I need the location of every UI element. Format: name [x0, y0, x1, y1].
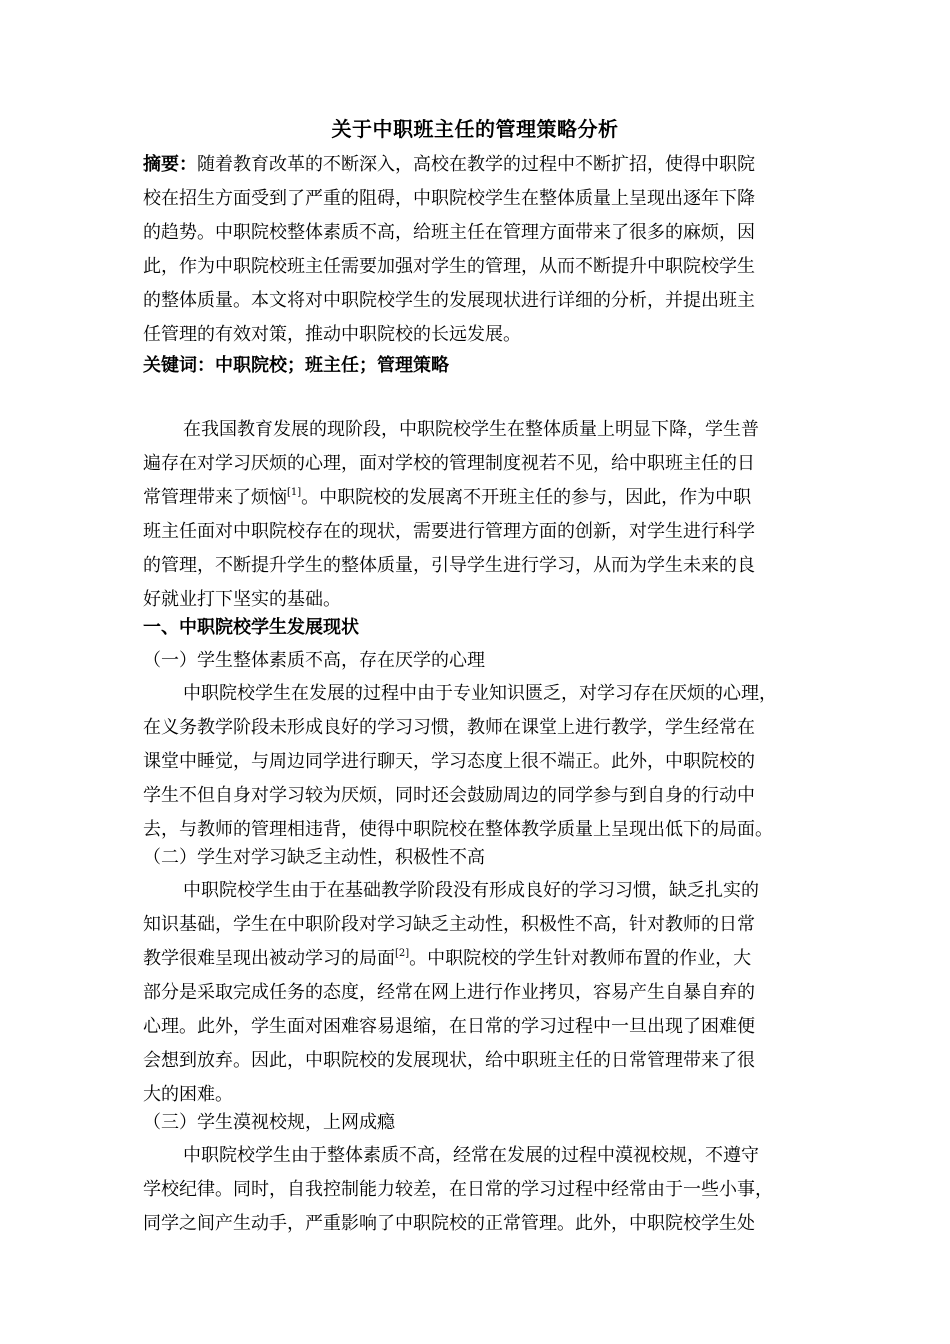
intro-line-3b: 。中职院校的发展离不开班主任的参与，因此，作为中职: [301, 487, 752, 508]
sub2-line-3b: 。中职院校的学生针对教师布置的作业，大: [409, 948, 752, 969]
intro-line-1: 在我国教育发展的现阶段，中职院校学生在整体质量上明显下降，学生普: [183, 419, 759, 440]
sub1-line-2: 在义务教学阶段未形成良好的学习习惯，教师在课堂上进行教学，学生经常在: [143, 717, 755, 738]
abstract-label: 摘要：: [143, 154, 197, 175]
sub2-line-2: 知识基础，学生在中职阶段对学习缺乏主动性，积极性不高，针对教师的日常: [143, 914, 755, 935]
abstract-line-3: 的趋势。中职院校整体素质不高，给班主任在管理方面带来了很多的麻烦，因: [143, 222, 755, 243]
sub3-line-2: 学校纪律。同时，自我控制能力较差，在日常的学习过程中经常由于一些小事，: [143, 1179, 773, 1200]
sub1-line-3: 课堂中睡觉，与周边同学进行聊天，学习态度上很不端正。此外，中职院校的: [143, 751, 755, 772]
keywords: 关键词：中职院校；班主任；管理策略: [143, 355, 449, 376]
sub2-line-7: 大的困难。: [143, 1084, 233, 1105]
intro-line-6: 好就业打下坚实的基础。: [143, 589, 341, 610]
abstract-line-2: 校在招生方面受到了严重的阻碍，中职院校学生在整体质量上呈现出逐年下降: [143, 188, 755, 209]
sub2-line-1: 中职院校学生由于在基础教学阶段没有形成良好的学习习惯，缺乏扎实的: [183, 880, 759, 901]
abstract-line-4: 此，作为中职院校班主任需要加强对学生的管理，从而不断提升中职院校学生: [143, 256, 755, 277]
sub2-line-3: [143, 946, 751, 972]
abstract-line-5: 的整体质量。本文将对中职院校学生的发展现状进行详细的分析，并提出班主: [143, 290, 755, 311]
sub3-line-1: 中职院校学生由于整体素质不高，经常在发展的过程中漠视校规，不遵守: [183, 1145, 759, 1166]
sub2-line-4: 部分是采取完成任务的态度，经常在网上进行作业拷贝，容易产生自暴自弃的: [143, 982, 755, 1003]
intro-line-3a: 常管理带来了烦恼: [143, 487, 287, 508]
document-title: 关于中职班主任的管理策略分析: [331, 117, 619, 141]
abstract-line-1: [143, 152, 755, 178]
subsection-1-heading: （一）学生整体素质不高，存在厌学的心理: [143, 650, 485, 671]
intro-line-5: 的管理，不断提升学生的整体质量，引导学生进行学习，从而为学生未来的良: [143, 555, 755, 576]
section-1-heading: 一、中职院校学生发展现状: [143, 617, 359, 638]
abstract-line-6: 任管理的有效对策，推动中职院校的长远发展。: [143, 324, 521, 345]
abstract-text-1: 随着教育改革的不断深入，高校在教学的过程中不断扩招，使得中职院: [197, 154, 755, 175]
intro-line-2: 遍存在对学习厌烦的心理，面对学校的管理制度视若不见，给中职班主任的日: [143, 453, 755, 474]
sub3-line-3: 同学之间产生动手，严重影响了中职院校的正常管理。此外，中职院校学生处: [143, 1213, 755, 1234]
sub1-line-4: 学生不但自身对学习较为厌烦，同时还会鼓励周边的同学参与到自身的行动中: [143, 785, 755, 806]
intro-line-3: [143, 485, 751, 511]
sub2-line-5: 心理。此外，学生面对困难容易退缩，在日常的学习过程中一旦出现了困难便: [143, 1016, 755, 1037]
sub2-line-6: 会想到放弃。因此，中职院校的发展现状，给中职班主任的日常管理带来了很: [143, 1050, 755, 1071]
intro-line-4: 班主任面对中职院校存在的现状，需要进行管理方面的创新，对学生进行科学: [143, 521, 755, 542]
sub2-line-3a: 教学很难呈现出被动学习的局面: [143, 948, 395, 969]
subsection-3-heading: （三）学生漠视校规，上网成瘾: [143, 1112, 395, 1133]
citation-ref-1: [1]: [287, 487, 302, 498]
sub1-line-5: 去，与教师的管理相违背，使得中职院校在整体教学质量上呈现出低下的局面。: [143, 819, 773, 840]
citation-ref-2: [2]: [395, 948, 410, 959]
sub1-line-1: 中职院校学生在发展的过程中由于专业知识匮乏，对学习存在厌烦的心理，: [183, 683, 777, 704]
subsection-2-heading: （二）学生对学习缺乏主动性，积极性不高: [143, 847, 485, 868]
